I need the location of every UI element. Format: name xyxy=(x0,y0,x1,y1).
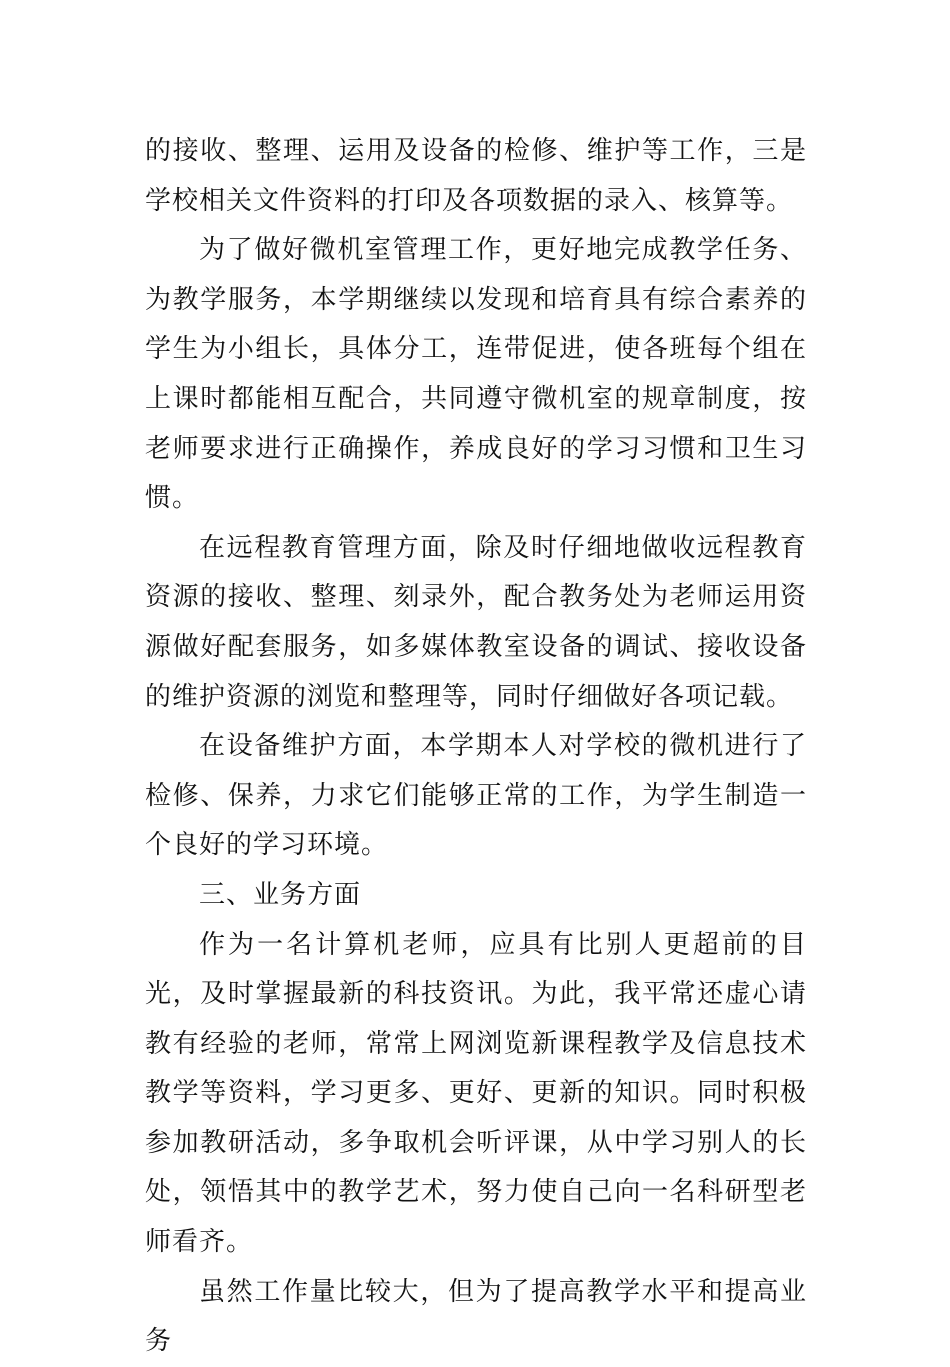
paragraph-professional-development: 作为一名计算机老师，应具有比别人更超前的目光，及时掌握最新的科技资讯。为此，我平常还虚心请教有经验的老师，常常上网浏览新课程教学及信息技术教学等资料，学习更多、更好、更新的知识。同时积极参加教研活动，多争取机会听评课，从中学习别人的长处，领悟其中的教学艺术，努力使自己向一名科研型老师看齐。 xyxy=(145,929,807,1258)
paragraph-continuation: 的接收、整理、运用及设备的检修、维护等工作，三是学校相关文件资料的打印及各项数据的录入、核算等。 xyxy=(145,136,807,216)
paragraph-equipment-maintenance: 在设备维护方面，本学期本人对学校的微机进行了检修、保养，力求它们能够正常的工作，为学生制造一个良好的学习环境。 xyxy=(145,731,807,861)
paragraph-workload: 虽然工作量比较大，但为了提高教学水平和提高业务 xyxy=(145,1276,807,1357)
section-heading-business: 三、业务方面 xyxy=(199,879,362,910)
paragraph-lab-management: 为了做好微机室管理工作，更好地完成教学任务、为教学服务，本学期继续以发现和培育具有综合素养的学生为小组长，具体分工，连带促进，使各班每个组在上课时都能相互配合，共同遵守微机室的规章制度，按老师要求进行正确操作，养成良好的学习习惯和卫生习惯。 xyxy=(145,235,807,514)
paragraph-remote-education: 在远程教育管理方面，除及时仔细地做收远程教育资源的接收、整理、刻录外，配合教务处为老师运用资源做好配套服务，如多媒体教室设备的调试、接收设备的维护资源的浏览和整理等，同时仔细做好各项记载。 xyxy=(145,532,807,712)
